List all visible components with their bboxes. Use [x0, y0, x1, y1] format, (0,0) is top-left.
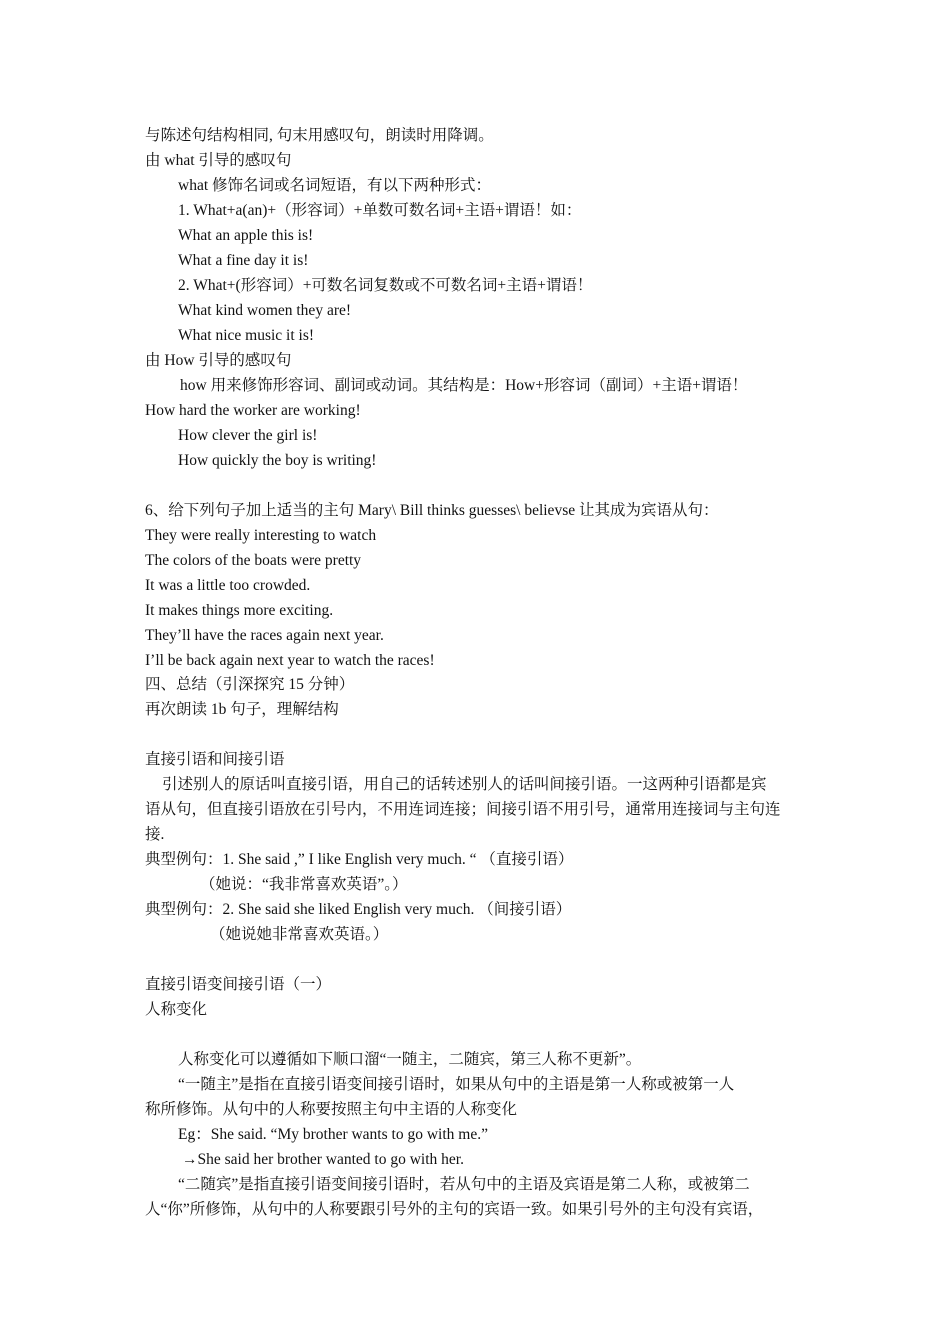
- example-sentence: 典型例句：2. She said she liked English very much. （间接引语）: [145, 901, 572, 918]
- rule-line: 1. What+a(an)+（形容词）+单数可数名词+主语+谓语！如：: [178, 202, 582, 219]
- section-heading-summary: 四、总结（引深探究 15 分钟）: [145, 676, 355, 693]
- example-sentence: 典型例句：1. She said ,” I like English very much. “ （直接引语）: [145, 851, 574, 868]
- subheading-person: 人称变化: [145, 1001, 208, 1018]
- translation-line: （她说她非常喜欢英语。）: [210, 926, 389, 943]
- paragraph-line: “二随宾”是指直接引语变间接引语时，若从句中的主语及宾语是第二人称，或被第二: [178, 1176, 750, 1193]
- section-heading-how: 由 How 引导的感叹句: [145, 352, 292, 369]
- paragraph-line: “一随主”是指在直接引语变间接引语时，如果从句中的主语是第一人称或被第一人: [178, 1076, 735, 1093]
- paragraph-line: 引述别人的原话叫直接引语，用自己的话转述别人的话叫间接引语。一这两种引语都是宾: [162, 776, 767, 793]
- example-line: What kind women they are!: [178, 302, 352, 319]
- example-sentence: →She said her brother wanted to go with her.: [182, 1151, 464, 1168]
- text-line: 再次朗读 1b 句子，理解结构: [145, 701, 339, 718]
- paragraph-line: 人称变化可以遵循如下顺口溜“一随主，二随宾，第三人称不更新”。: [178, 1051, 642, 1068]
- example-line: How quickly the boy is writing!: [178, 452, 377, 469]
- exercise-sentence: I’ll be back again next year to watch the races!: [145, 652, 435, 669]
- text-line: what 修饰名词或名词短语，有以下两种形式：: [178, 177, 492, 194]
- example-line: How clever the girl is!: [178, 427, 318, 444]
- paragraph-line: 接.: [145, 826, 165, 843]
- exercise-sentence: They’ll have the races again next year.: [145, 627, 384, 644]
- paragraph-line: 语从句，但直接引语放在引号内，不用连词连接；间接引语不用引号，通常用连接词与主句连: [145, 801, 781, 818]
- paragraph-line: 人“你”所修饰，从句中的人称要跟引号外的主句的宾语一致。如果引号外的主句没有宾语，: [145, 1201, 764, 1218]
- example-sentence: Eg：She said. “My brother wants to go with me.”: [178, 1126, 488, 1143]
- section-heading-speech: 直接引语和间接引语: [145, 751, 285, 768]
- text-line: 与陈述句结构相同, 句末用感叹句，朗读时用降调。: [145, 127, 494, 144]
- example-line: What nice music it is!: [178, 327, 315, 344]
- section-heading-conversion: 直接引语变间接引语（一）: [145, 976, 332, 993]
- section-heading-what: 由 what 引导的感叹句: [145, 152, 292, 169]
- text-line: how 用来修饰形容词、副词或动词。其结构是：How+形容词（副词）+主语+谓语！: [180, 377, 748, 394]
- example-line: How hard the worker are working!: [145, 402, 361, 419]
- example-line: What a fine day it is!: [178, 252, 309, 269]
- exercise-sentence: They were really interesting to watch: [145, 527, 377, 544]
- exercise-sentence: The colors of the boats were pretty: [145, 552, 362, 569]
- exercise-instruction: 6、给下列句子加上适当的主句 Mary\ Bill thinks guesses\ believse 让其成为宾语从句：: [145, 502, 719, 519]
- exercise-sentence: It was a little too crowded.: [145, 577, 311, 594]
- paragraph-line: 称所修饰。从句中的人称要按照主句中主语的人称变化: [145, 1101, 518, 1118]
- example-line: What an apple this is!: [178, 227, 314, 244]
- translation-line: （她说：“我非常喜欢英语”。）: [200, 876, 408, 893]
- rule-line: 2. What+(形容词）+可数名词复数或不可数名词+主语+谓语！: [178, 277, 593, 294]
- exercise-sentence: It makes things more exciting.: [145, 602, 334, 619]
